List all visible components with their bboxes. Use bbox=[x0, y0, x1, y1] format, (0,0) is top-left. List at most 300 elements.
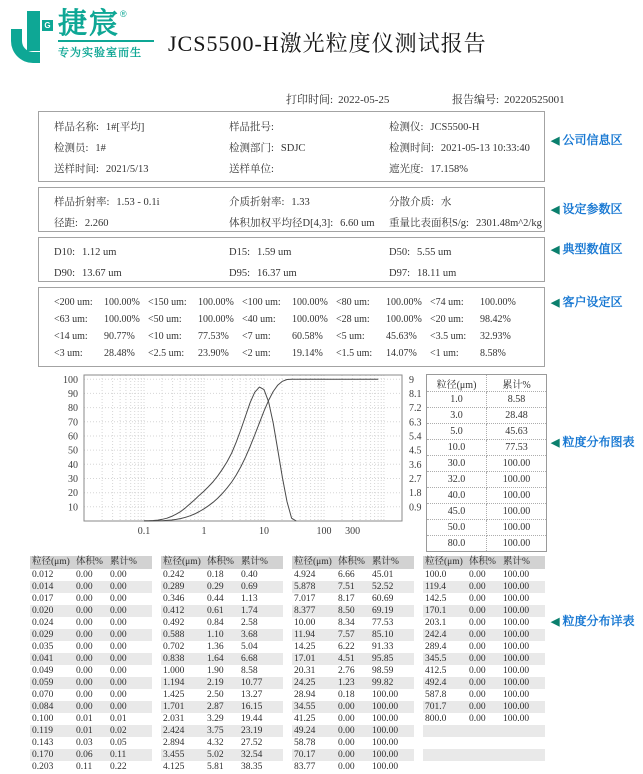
cumulative-table bbox=[426, 374, 547, 552]
field bbox=[242, 311, 336, 328]
detail-row bbox=[30, 641, 152, 653]
table-row bbox=[427, 472, 547, 488]
cumulative-cell: 0.40 bbox=[241, 570, 258, 580]
table-cell: 100.00 bbox=[487, 456, 547, 472]
size-cell: 203.1 bbox=[425, 618, 447, 628]
cumulative-cell: 0.11 bbox=[110, 750, 127, 760]
field-value: 14.07% bbox=[386, 348, 417, 359]
volume-cell: 0.00 bbox=[338, 762, 355, 772]
field bbox=[389, 138, 544, 159]
cumulative-cell: 100.00 bbox=[372, 714, 399, 724]
detail-header-row bbox=[423, 556, 545, 569]
size-cell: 0.084 bbox=[32, 702, 54, 712]
field bbox=[54, 294, 148, 311]
field-label: <28 um: bbox=[336, 314, 370, 325]
field-value: 100.00% bbox=[198, 314, 234, 325]
volume-cell: 0.00 bbox=[469, 618, 486, 628]
volume-cell: 0.00 bbox=[76, 702, 93, 712]
field-value: 16.37 um bbox=[257, 268, 297, 279]
cumulative-cell: 100.00 bbox=[372, 750, 399, 760]
detail-row bbox=[423, 593, 545, 605]
cumulative-cell: 27.52 bbox=[241, 738, 263, 748]
volume-cell bbox=[469, 761, 503, 773]
field bbox=[229, 138, 389, 159]
cumulative-cell: 100.00 bbox=[503, 606, 530, 616]
field-value: 1.33 bbox=[291, 197, 310, 208]
size-cell: 17.01 bbox=[294, 654, 316, 664]
field-label: <1 um: bbox=[430, 348, 459, 359]
detail-row bbox=[292, 581, 414, 593]
column-header: 粒径(μm) bbox=[425, 557, 463, 567]
cumulative-cell: 0.69 bbox=[241, 582, 258, 592]
detail-row bbox=[423, 737, 545, 749]
volume-cell: 4.51 bbox=[338, 654, 355, 664]
field-value: 2.260 bbox=[84, 218, 109, 229]
cumulative-cell: 0.00 bbox=[110, 666, 127, 676]
field-value: 28.48% bbox=[104, 348, 135, 359]
left-triangle-icon: ◀ bbox=[551, 135, 560, 147]
table-cell: 8.58 bbox=[487, 392, 547, 408]
field bbox=[336, 311, 430, 328]
size-cell: 11.94 bbox=[294, 630, 316, 640]
detail-table bbox=[30, 556, 546, 773]
column-header: 粒径(μm) bbox=[427, 375, 487, 392]
detail-row bbox=[292, 605, 414, 617]
cumulative-cell: 100.00 bbox=[372, 762, 399, 772]
field-label: 径距: bbox=[54, 218, 78, 229]
cumulative-cell: 99.82 bbox=[372, 678, 394, 688]
svg-text:4.5: 4.5 bbox=[409, 445, 422, 457]
svg-text:0.1: 0.1 bbox=[137, 526, 151, 537]
svg-text:100: 100 bbox=[63, 374, 78, 386]
detail-row bbox=[161, 581, 283, 593]
volume-cell: 0.00 bbox=[76, 654, 93, 664]
cumulative-cell bbox=[503, 725, 545, 737]
left-axis-labels bbox=[63, 375, 78, 514]
pointer-params bbox=[551, 200, 622, 217]
params-box bbox=[38, 187, 545, 232]
print-time-value: 2022-05-25 bbox=[338, 94, 390, 106]
field bbox=[54, 328, 148, 345]
company-info-grid bbox=[54, 117, 544, 180]
cumulative-cell: 0.00 bbox=[110, 642, 127, 652]
field bbox=[229, 263, 389, 284]
brand-tagline: 专为实验室而生 bbox=[58, 40, 154, 60]
size-cell: 83.77 bbox=[294, 762, 316, 772]
field bbox=[389, 213, 544, 234]
size-cell: 0.412 bbox=[163, 606, 185, 616]
pointer-label: 设定参数区 bbox=[562, 202, 623, 216]
customer-settings-box bbox=[38, 287, 545, 367]
x-axis-labels bbox=[138, 526, 360, 537]
volume-cell: 0.00 bbox=[469, 714, 486, 724]
volume-cell: 1.10 bbox=[207, 630, 224, 640]
detail-row bbox=[161, 725, 283, 737]
volume-cell: 5.02 bbox=[207, 750, 224, 760]
size-cell: 58.78 bbox=[294, 738, 316, 748]
registered-mark: ® bbox=[120, 9, 127, 19]
volume-cell: 0.00 bbox=[338, 750, 355, 760]
field-value: 2021-05-13 10:33:40 bbox=[440, 143, 530, 154]
pointer-label: 粒度分布图表 bbox=[562, 435, 635, 449]
field bbox=[148, 294, 242, 311]
field-value: 1.53 - 0.1i bbox=[116, 197, 160, 208]
volume-cell: 0.00 bbox=[76, 630, 93, 640]
column-header: 体积% bbox=[76, 557, 103, 567]
field-label: <200 um: bbox=[54, 297, 93, 308]
volume-cell: 0.29 bbox=[207, 582, 224, 592]
size-cell: 100.0 bbox=[425, 570, 447, 580]
svg-text:70: 70 bbox=[68, 417, 78, 429]
volume-cell: 0.00 bbox=[469, 570, 486, 580]
table-cell: 50.0 bbox=[427, 520, 487, 536]
field-value: 19.14% bbox=[292, 348, 323, 359]
chart-frame bbox=[84, 375, 402, 521]
field-value: 90.77% bbox=[104, 331, 135, 342]
volume-cell: 0.18 bbox=[338, 690, 355, 700]
svg-text:10: 10 bbox=[68, 502, 78, 514]
print-time-label: 打印时间: bbox=[286, 94, 334, 106]
detail-header-row bbox=[30, 556, 152, 569]
detail-header-row bbox=[161, 556, 283, 569]
detail-row bbox=[30, 701, 152, 713]
volume-cell: 0.00 bbox=[469, 582, 486, 592]
volume-cell: 0.03 bbox=[76, 738, 93, 748]
size-cell: 0.059 bbox=[32, 678, 54, 688]
size-cell: 0.838 bbox=[163, 654, 185, 664]
size-cell: 70.17 bbox=[294, 750, 316, 760]
table-cell: 80.0 bbox=[427, 536, 487, 552]
field-label: <14 um: bbox=[54, 331, 88, 342]
cumulative-cell: 0.00 bbox=[110, 678, 127, 688]
distribution-chart bbox=[40, 370, 424, 553]
field-label: 介质折射率: bbox=[229, 197, 285, 208]
svg-text:10: 10 bbox=[259, 526, 269, 537]
cumulative-cell: 19.44 bbox=[241, 714, 263, 724]
field-value: 100.00% bbox=[292, 314, 328, 325]
cumulative-cell: 100.00 bbox=[372, 726, 399, 736]
cumulative-cell bbox=[503, 761, 545, 773]
volume-cell: 0.18 bbox=[207, 570, 224, 580]
size-cell: 0.242 bbox=[163, 570, 185, 580]
field-label: <74 um: bbox=[430, 297, 464, 308]
detail-row bbox=[423, 677, 545, 689]
svg-text:1.8: 1.8 bbox=[409, 488, 422, 500]
field-value: 77.53% bbox=[198, 331, 229, 342]
detail-row bbox=[423, 749, 545, 761]
detail-row bbox=[161, 761, 283, 773]
field bbox=[430, 311, 524, 328]
volume-cell: 0.00 bbox=[469, 594, 486, 604]
detail-row bbox=[161, 617, 283, 629]
table-row bbox=[427, 440, 547, 456]
column-header: 粒径(μm) bbox=[294, 557, 332, 567]
size-cell: 1.000 bbox=[163, 666, 185, 676]
size-cell: 5.878 bbox=[294, 582, 316, 592]
svg-text:300: 300 bbox=[345, 526, 361, 537]
field bbox=[336, 294, 430, 311]
svg-text:80: 80 bbox=[68, 403, 78, 415]
table-row bbox=[427, 488, 547, 504]
detail-row bbox=[423, 581, 545, 593]
size-cell: 142.5 bbox=[425, 594, 447, 604]
table-cell: 40.0 bbox=[427, 488, 487, 504]
volume-cell: 0.01 bbox=[76, 726, 93, 736]
print-time bbox=[286, 91, 389, 107]
field-value: 17.158% bbox=[430, 164, 469, 175]
table-cell: 45.0 bbox=[427, 504, 487, 520]
cumulative-cell: 100.00 bbox=[372, 702, 399, 712]
pointer-label: 公司信息区 bbox=[562, 133, 623, 147]
left-triangle-icon: ◀ bbox=[551, 616, 560, 628]
detail-row bbox=[423, 605, 545, 617]
size-cell: 242.4 bbox=[425, 630, 447, 640]
cumulative-cell bbox=[503, 737, 545, 749]
field-label: <1.5 um: bbox=[336, 348, 373, 359]
customer-settings-grid bbox=[54, 294, 544, 362]
column-header: 粒径(μm) bbox=[163, 557, 201, 567]
field bbox=[148, 328, 242, 345]
pointer-customer-settings bbox=[551, 293, 622, 310]
volume-cell: 0.00 bbox=[338, 702, 355, 712]
detail-row bbox=[423, 569, 545, 581]
size-cell: 4.924 bbox=[294, 570, 316, 580]
field bbox=[242, 345, 336, 362]
volume-cell: 0.00 bbox=[469, 630, 486, 640]
report-title: JCS5500-H激光粒度仪测试报告 bbox=[168, 31, 487, 56]
field-value: 45.63% bbox=[386, 331, 417, 342]
field-value: 32.93% bbox=[480, 331, 511, 342]
cumulative-cell: 85.10 bbox=[372, 630, 394, 640]
volume-cell: 0.00 bbox=[469, 690, 486, 700]
detail-row bbox=[30, 665, 152, 677]
table-cell: 100.00 bbox=[487, 520, 547, 536]
detail-group bbox=[423, 556, 545, 773]
table-row bbox=[427, 456, 547, 472]
pointer-label: 客户设定区 bbox=[562, 295, 623, 309]
detail-row bbox=[292, 701, 414, 713]
field-label: 遮光度: bbox=[389, 164, 424, 175]
cumulative-cell: 16.15 bbox=[241, 702, 263, 712]
cumulative-cell: 100.00 bbox=[503, 618, 530, 628]
field-value: 2021/5/13 bbox=[105, 164, 149, 175]
cumulative-cell: 8.58 bbox=[241, 666, 258, 676]
volume-cell: 0.01 bbox=[76, 714, 93, 724]
brand-j-icon bbox=[10, 11, 54, 67]
size-cell bbox=[423, 737, 469, 749]
cumulative-cell: 100.00 bbox=[503, 594, 530, 604]
detail-row bbox=[423, 653, 545, 665]
field-label: 样品名称: bbox=[54, 122, 99, 133]
size-cell: 0.119 bbox=[32, 726, 54, 736]
detail-row bbox=[161, 689, 283, 701]
volume-cell: 2.19 bbox=[207, 678, 224, 688]
typical-values-grid bbox=[54, 242, 544, 284]
typical-values-box bbox=[38, 237, 545, 282]
pointer-distribution-chart bbox=[551, 433, 634, 450]
cumulative-cell: 10.77 bbox=[241, 678, 263, 688]
chart-svg bbox=[40, 370, 424, 553]
svg-text:9: 9 bbox=[409, 374, 414, 386]
column-header: 粒径(μm) bbox=[32, 557, 70, 567]
table-cell: 100.00 bbox=[487, 472, 547, 488]
size-cell: 0.702 bbox=[163, 642, 185, 652]
size-cell: 2.894 bbox=[163, 738, 185, 748]
size-cell: 0.346 bbox=[163, 594, 185, 604]
size-cell: 34.55 bbox=[294, 702, 316, 712]
volume-cell: 0.00 bbox=[76, 690, 93, 700]
field bbox=[54, 138, 229, 159]
cumulative-cell: 0.00 bbox=[110, 630, 127, 640]
cumulative-cell: 95.85 bbox=[372, 654, 394, 664]
size-cell: 701.7 bbox=[425, 702, 447, 712]
volume-cell: 0.00 bbox=[469, 654, 486, 664]
svg-text:30: 30 bbox=[68, 474, 78, 485]
field bbox=[229, 159, 389, 180]
volume-cell: 1.90 bbox=[207, 666, 224, 676]
column-header: 累计% bbox=[241, 557, 268, 567]
field-label: <150 um: bbox=[148, 297, 187, 308]
cumulative-cell: 1.13 bbox=[241, 594, 258, 604]
volume-cell: 0.00 bbox=[469, 606, 486, 616]
field-value: 1# bbox=[95, 143, 106, 154]
volume-cell: 0.00 bbox=[76, 582, 93, 592]
detail-row bbox=[292, 725, 414, 737]
cumulative-cell: 91.33 bbox=[372, 642, 394, 652]
pointer-typical-values bbox=[551, 240, 622, 257]
field bbox=[242, 328, 336, 345]
size-cell: 412.5 bbox=[425, 666, 447, 676]
volume-cell: 7.57 bbox=[338, 630, 355, 640]
table-cell: 100.00 bbox=[487, 536, 547, 552]
field-value: 水 bbox=[440, 197, 452, 208]
field-label: 样品批号: bbox=[229, 122, 274, 133]
field-value: 100.00% bbox=[480, 297, 516, 308]
detail-row bbox=[161, 569, 283, 581]
size-cell: 3.455 bbox=[163, 750, 185, 760]
size-cell: 119.4 bbox=[425, 582, 447, 592]
size-cell: 0.100 bbox=[32, 714, 54, 724]
detail-row bbox=[161, 593, 283, 605]
table-row bbox=[427, 408, 547, 424]
cumulative-cell: 32.54 bbox=[241, 750, 263, 760]
field-value: 18.11 um bbox=[417, 268, 457, 279]
field bbox=[229, 117, 389, 138]
field-label: <63 um: bbox=[54, 314, 88, 325]
pointer-company-info bbox=[551, 131, 622, 148]
field-value: 6.60 um bbox=[340, 218, 375, 229]
field-label: <10 um: bbox=[148, 331, 182, 342]
report-number-label: 报告编号: bbox=[452, 94, 500, 106]
detail-row bbox=[423, 665, 545, 677]
field bbox=[54, 159, 229, 180]
cumulative-cell: 100.00 bbox=[503, 678, 530, 688]
cumulative-cell: 0.22 bbox=[110, 762, 127, 772]
svg-text:60: 60 bbox=[68, 431, 78, 443]
column-header: 体积% bbox=[469, 557, 496, 567]
field-label: <7 um: bbox=[242, 331, 271, 342]
detail-row bbox=[423, 641, 545, 653]
detail-row bbox=[161, 629, 283, 641]
table-cell: 32.0 bbox=[427, 472, 487, 488]
field-label: D15: bbox=[229, 247, 250, 258]
volume-cell: 0.11 bbox=[76, 762, 93, 772]
detail-row bbox=[292, 629, 414, 641]
detail-row bbox=[292, 665, 414, 677]
params-grid bbox=[54, 192, 544, 234]
detail-row bbox=[30, 653, 152, 665]
detail-row bbox=[292, 617, 414, 629]
field-value: 5.55 um bbox=[417, 247, 452, 258]
field-label: <100 um: bbox=[242, 297, 281, 308]
field bbox=[389, 242, 544, 263]
volume-cell: 0.00 bbox=[76, 570, 93, 580]
cumulative-cell: 100.00 bbox=[503, 630, 530, 640]
field bbox=[336, 328, 430, 345]
cumulative-cell: 38.35 bbox=[241, 762, 263, 772]
field bbox=[389, 192, 544, 213]
detail-row bbox=[292, 653, 414, 665]
size-cell: 2.424 bbox=[163, 726, 185, 736]
cumulative-cell: 1.74 bbox=[241, 606, 258, 616]
detail-row bbox=[292, 593, 414, 605]
cumulative-cell: 0.00 bbox=[110, 606, 127, 616]
svg-text:20: 20 bbox=[68, 488, 78, 500]
field bbox=[229, 192, 389, 213]
cumulative-cell: 100.00 bbox=[503, 654, 530, 664]
cumulative-cell: 100.00 bbox=[503, 714, 530, 724]
table-cell: 5.0 bbox=[427, 424, 487, 440]
field-label: D10: bbox=[54, 247, 75, 258]
detail-row bbox=[292, 737, 414, 749]
detail-row bbox=[423, 701, 545, 713]
volume-cell: 2.87 bbox=[207, 702, 224, 712]
cumulative-cell: 52.52 bbox=[372, 582, 394, 592]
size-cell: 0.024 bbox=[32, 618, 54, 628]
field bbox=[229, 213, 389, 234]
table-cell: 1.0 bbox=[427, 392, 487, 408]
table-cell: 45.63 bbox=[487, 424, 547, 440]
volume-cell: 0.00 bbox=[76, 666, 93, 676]
size-cell bbox=[423, 725, 469, 737]
detail-row bbox=[423, 629, 545, 641]
cumulative-cell: 100.00 bbox=[372, 738, 399, 748]
cumulative-cell: 100.00 bbox=[503, 642, 530, 652]
right-axis-labels bbox=[409, 375, 422, 514]
table-cell: 100.00 bbox=[487, 488, 547, 504]
field-label: 样品折射率: bbox=[54, 197, 110, 208]
field-value: 100.00% bbox=[198, 297, 234, 308]
field bbox=[242, 294, 336, 311]
table-cell: 100.00 bbox=[487, 504, 547, 520]
volume-cell: 1.23 bbox=[338, 678, 355, 688]
field-value: 60.58% bbox=[292, 331, 323, 342]
left-triangle-icon: ◀ bbox=[551, 204, 560, 216]
size-cell: 0.070 bbox=[32, 690, 54, 700]
detail-row bbox=[161, 713, 283, 725]
size-cell: 0.029 bbox=[32, 630, 54, 640]
volume-cell: 0.00 bbox=[76, 642, 93, 652]
size-cell: 10.00 bbox=[294, 618, 316, 628]
volume-cell: 0.84 bbox=[207, 618, 224, 628]
svg-text:0.9: 0.9 bbox=[409, 502, 422, 514]
volume-cell: 2.50 bbox=[207, 690, 224, 700]
svg-text:5.4: 5.4 bbox=[409, 431, 422, 443]
company-info-box bbox=[38, 111, 545, 182]
detail-row bbox=[30, 593, 152, 605]
field-label: D50: bbox=[389, 247, 410, 258]
field-label: <40 um: bbox=[242, 314, 276, 325]
